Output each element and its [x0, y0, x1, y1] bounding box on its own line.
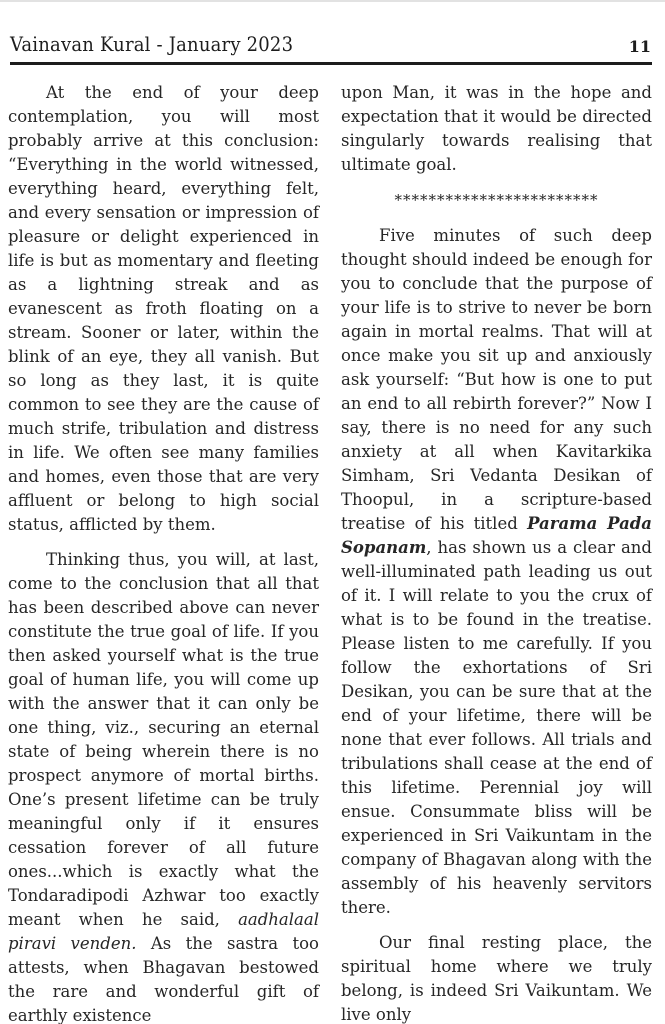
- page-number: 11: [628, 37, 651, 56]
- paragraph-contemplation: At the end of your deep contemplation, you will most probably arrive at this conclusion: “Everything in the world witnessed, everything heard, everything felt, and every sensation or impression of pleasure or delight experienced in life is but as momentary and fleeting as a lightning streak and as evanescent as froth floating on a stream. Sooner or later, within the blink of an eye, they all vanish. But so long as they last, it is quite common to see they are the cause of much strife, tribulation and distress in life. We often see many families and homes, even those that are very affluent or belong to high social status, afflicted by them.: [8, 83, 319, 534]
- paragraph-five-minutes-text: Five minutes of such deep thought should indeed be enough for you to conclude that the purpose of your life is to strive to never be born again in mortal realms. That will at once make you sit up and anxiously ask yourself: “But how is one to put an end to all rebirth forever?” Now I say, there is no need for any such anxiety at all when Kavitarkika Simham, Sri Vedanta Desikan of Thoopul, in a scripture-based treatise of his titled: [341, 226, 652, 533]
- treatise-title-bold-italic: Parama Pada Sopanam: [341, 514, 652, 557]
- paragraph-ultimate-goal: upon Man, it was in the hope and expectation that it would be directed singularly towards realising that ultimate goal.: [341, 83, 652, 174]
- article-body: [0, 65, 665, 1024]
- left-column: [8, 81, 319, 1024]
- paragraph-five-minutes-continuation: , has shown us a clear and well-illuminated path leading us out of it. I will relate to you the crux of what is to be found in the treatise. Please listen to me carefully. If you follow the exhortations of Sri Desikan, you can be sure that at the end of your lifetime, there will be none that ever follows. All trials and tribulations shall cease at the end of this lifetime. Perennial joy will ensue. Consummate bliss will be experienced in Sri Vaikuntam in the company of Bhagavan along with the assembly of his heavenly servitors there.: [341, 538, 652, 917]
- paragraph-true-goal: [8, 548, 319, 1024]
- journal-title: Vainavan Kural - January 2023: [10, 32, 294, 56]
- paragraph-true-goal-text: Thinking thus, you will, at last, come to the conclusion that all that has been described above can never constitute the true goal of life. If you then asked yourself what is the true goal of human life, you will come up with the answer that it can only be one thing, viz., securing an eternal state of being wherein there is no prospect anymore of mortal births. One’s present lifetime can be truly meaningful only if it ensures cessation forever of all future ones...which is exactly what the Tondaradipodi Azhwar too exactly meant when he said,: [8, 550, 319, 929]
- paragraph-five-minutes: [341, 224, 652, 920]
- paragraph-final-resting-place: Our final resting place, the spiritual home where we truly belong, is indeed Sri Vaikuntam. We live only: [341, 933, 652, 1024]
- asterisk-separator: ************************: [394, 191, 599, 209]
- paragraph-true-goal-continuation: As the sastra too attests, when Bhagavan bestowed the rare and wonderful gift of earthly existence: [8, 934, 319, 1024]
- tamil-quote-italic: aadhalaal piravi venden.: [8, 910, 319, 953]
- page-header: [0, 2, 665, 62]
- right-column: [341, 81, 652, 1024]
